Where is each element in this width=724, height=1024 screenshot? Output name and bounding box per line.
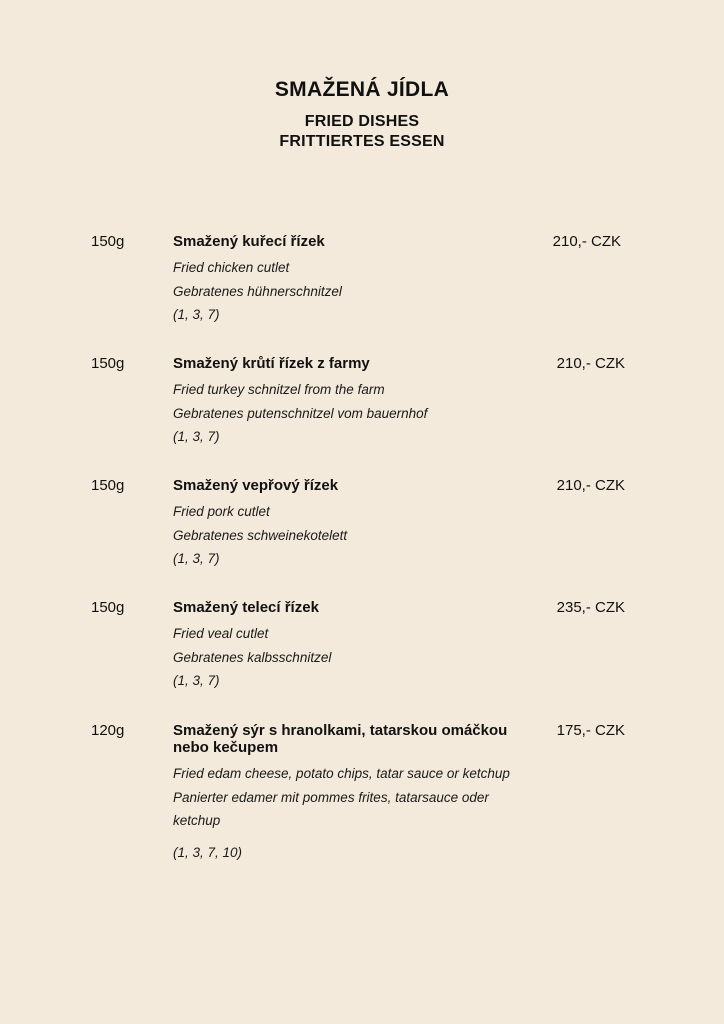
menu-item-price: 210,- CZK: [556, 477, 625, 494]
menu-item-description: [173, 722, 533, 864]
page-subtitle-german: FRITTIERTES ESSEN: [279, 133, 445, 150]
menu-item-weight: 150g: [91, 233, 125, 250]
menu-item-allergens: (1, 3, 7): [173, 429, 220, 444]
menu-item-weight: 150g: [91, 355, 125, 372]
menu-item-english: Fried chicken cutlet: [173, 260, 290, 275]
menu-item-allergens: (1, 3, 7, 10): [173, 844, 243, 860]
menu-item-name: Smažený kuřecí řízek: [173, 233, 325, 250]
page-title: SMAŽENÁ JÍDLA: [274, 78, 450, 101]
menu-item-allergens: (1, 3, 7): [173, 673, 220, 688]
menu-item-german: Panierter edamer mit pommes frites, tatarsauce oder ketchup: [173, 789, 489, 828]
menu-item-english: Fried edam cheese, potato chips, tatar sauce or ketchup: [173, 766, 510, 781]
menu-item-description: [173, 355, 533, 449]
menu-item-name: Smažený sýr s hranolkami, tatarskou omáčkou nebo kečupem: [173, 722, 508, 756]
menu-item-weight: 150g: [91, 477, 125, 494]
menu-item-price: 235,- CZK: [556, 599, 625, 616]
menu-item-name: Smažený telecí řízek: [173, 599, 319, 616]
menu-item-description: [173, 477, 533, 571]
menu-item-german: Gebratenes putenschnitzel vom bauernhof: [173, 405, 428, 421]
menu-item-english: Fried veal cutlet: [173, 626, 269, 641]
menu-item-german: Gebratenes kalbsschnitzel: [173, 649, 332, 665]
page-subtitle-english: FRIED DISHES: [304, 113, 420, 130]
menu-item-price: 210,- CZK: [552, 233, 621, 250]
menu-item-allergens: (1, 3, 7): [173, 551, 220, 566]
menu-item-weight: 120g: [91, 722, 125, 739]
menu-item-allergens: (1, 3, 7): [173, 307, 220, 322]
menu-item-english: Fried pork cutlet: [173, 504, 270, 519]
menu-item-german: Gebratenes schweinekotelett: [173, 527, 348, 543]
menu-item-weight: 150g: [91, 599, 125, 616]
menu-item-name: Smažený krůtí řízek z farmy: [173, 355, 370, 372]
menu-item-description: [173, 233, 533, 327]
menu-item-description: [173, 599, 533, 693]
menu-item-price: 175,- CZK: [556, 722, 625, 739]
menu-item-english: Fried turkey schnitzel from the farm: [173, 382, 385, 397]
menu-item-german: Gebratenes hühnerschnitzel: [173, 283, 342, 299]
menu-item-name: Smažený vepřový řízek: [173, 477, 339, 494]
menu-item-price: 210,- CZK: [556, 355, 625, 372]
